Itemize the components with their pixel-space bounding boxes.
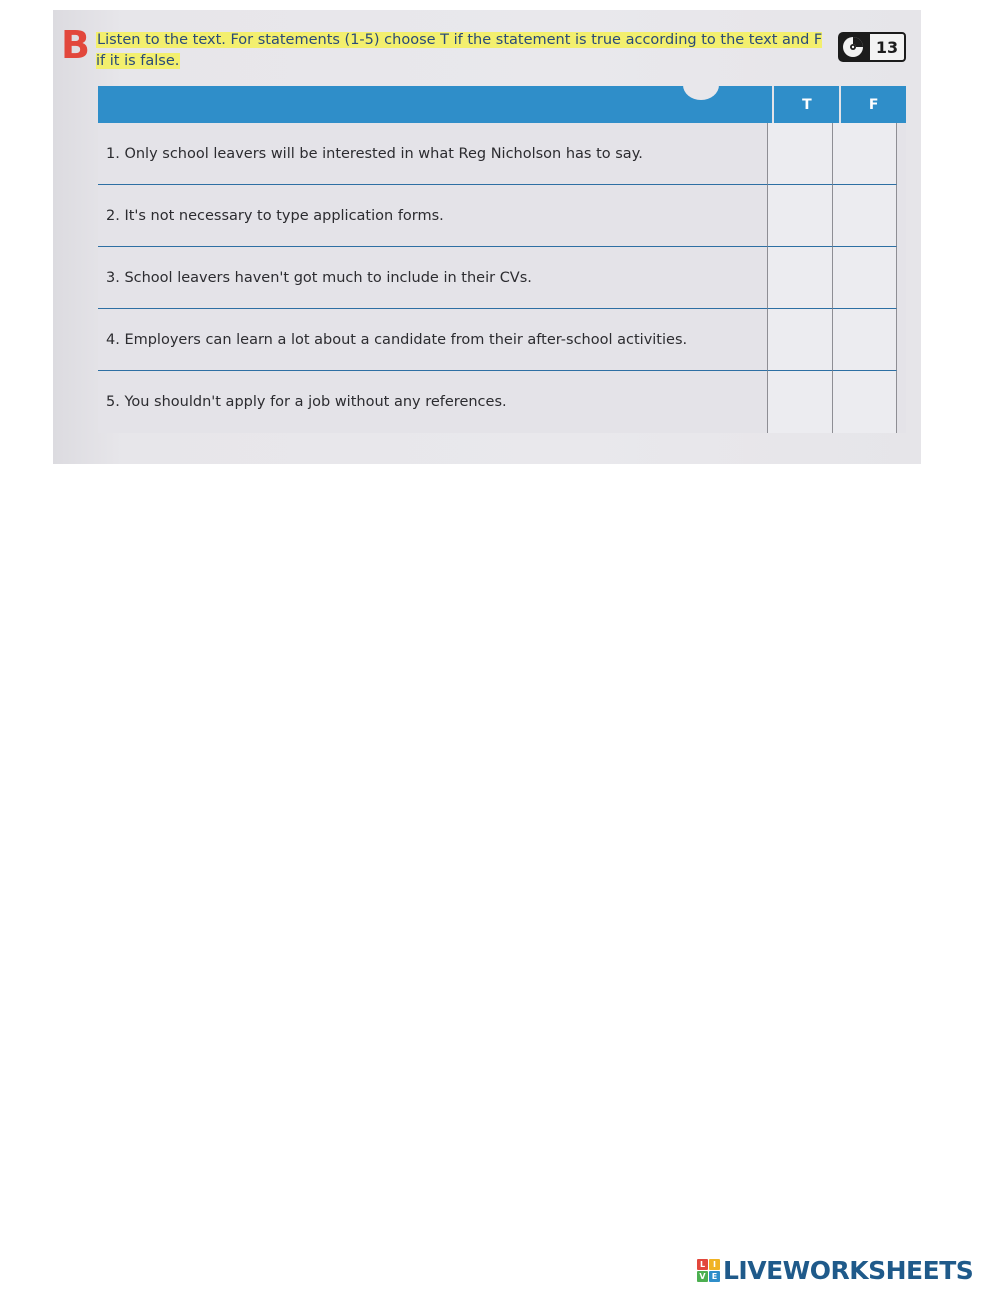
table-row: [98, 247, 906, 309]
liveworksheets-logo-icon: L I V E: [697, 1259, 720, 1282]
table-header: [98, 86, 906, 123]
statement-text: 2. It's not necessary to type application forms.: [98, 185, 767, 247]
answer-false-1[interactable]: [832, 123, 897, 185]
true-false-table: [98, 86, 906, 433]
header-notch: [683, 70, 719, 100]
brand-name: LIVEWORKSHEETS: [723, 1256, 974, 1285]
table-row: [98, 185, 906, 247]
answer-false-2[interactable]: [832, 185, 897, 247]
answer-false-3[interactable]: [832, 247, 897, 309]
instructions-text: [96, 30, 826, 72]
cd-icon: [838, 32, 868, 62]
answer-true-2[interactable]: [767, 185, 832, 247]
answer-true-5[interactable]: [767, 371, 832, 433]
statement-text: 5. You shouldn't apply for a job without any references.: [106, 394, 507, 410]
answer-true-3[interactable]: [767, 247, 832, 309]
liveworksheets-brand[interactable]: [697, 1256, 973, 1285]
answer-true-1[interactable]: [767, 123, 832, 185]
table-row: [98, 123, 906, 185]
statement-text: 1. Only school leavers will be interested in what Reg Nicholson has to say.: [98, 123, 767, 185]
header-true: T: [772, 86, 839, 123]
section-letter: B: [61, 23, 90, 67]
answer-true-4[interactable]: [767, 309, 832, 371]
statement-text: 3. School leavers haven't got much to include in their CVs.: [98, 247, 767, 309]
instructions-highlight: Listen to the text. For statements (1-5) choose T if the statement is true according to the text and F if it is false.: [96, 32, 823, 69]
answer-false-5[interactable]: [832, 371, 897, 433]
header-false: F: [839, 86, 906, 123]
answer-false-4[interactable]: [832, 309, 897, 371]
statement-text: 4. Employers can learn a lot about a candidate from their after-school activities.: [98, 309, 767, 371]
track-number: 13: [868, 32, 906, 62]
worksheet-scan: [53, 10, 921, 464]
audio-track-badge[interactable]: [838, 32, 908, 62]
table-row: [98, 309, 906, 371]
table-row: [98, 371, 906, 433]
header-blank: [98, 86, 772, 123]
